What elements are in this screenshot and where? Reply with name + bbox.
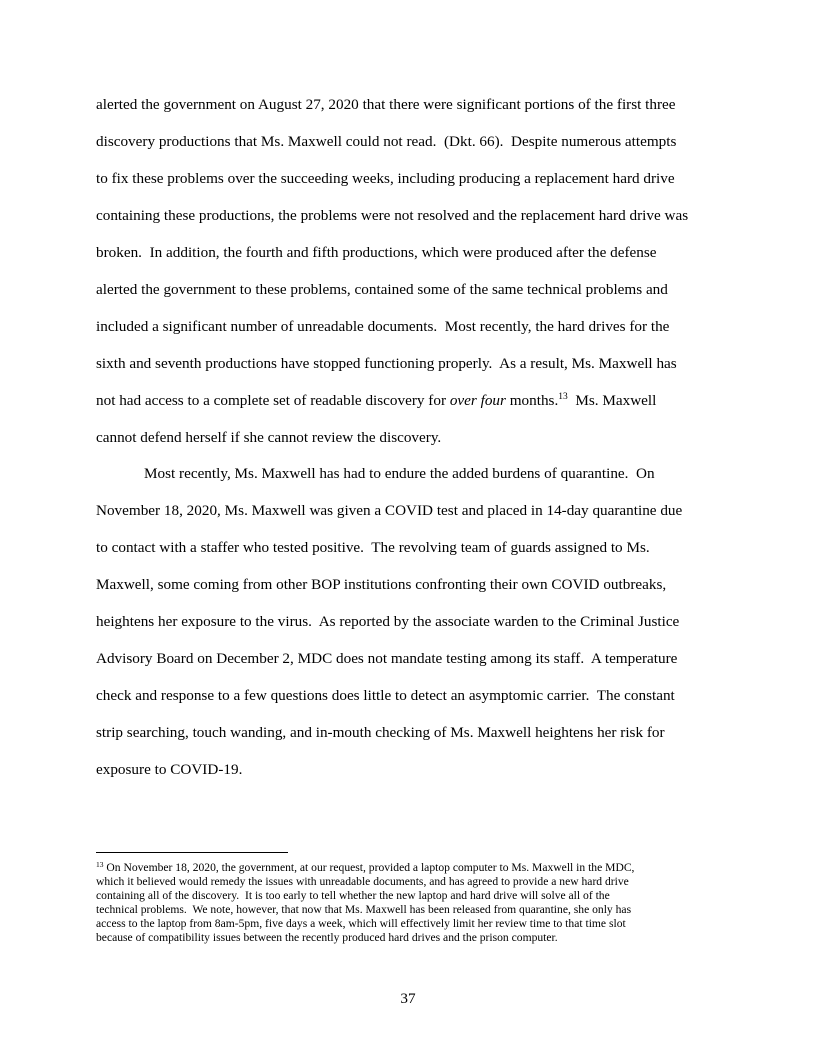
footnote-first-line-text: On November 18, 2020, the government, at our request, provided a laptop computer to Ms. Maxwell in the MDC,: [103, 861, 635, 874]
page-number: 37: [400, 990, 416, 1007]
line9-before: not had access to a complete set of readable discovery for: [96, 392, 450, 409]
paragraph2-line-2: November 18, 2020, Ms. Maxwell was given a COVID test and placed in 14-day quarantine due: [96, 502, 683, 519]
body-line-8: sixth and seventh productions have stopped functioning properly. As a result, Ms. Maxwell has: [96, 355, 677, 372]
paragraph2-line-8: strip searching, touch wanding, and in-mouth checking of Ms. Maxwell heightens her risk for: [96, 724, 665, 741]
paragraph2-line-5: heightens her exposure to the virus. As reported by the associate warden to the Criminal Justice: [96, 613, 680, 630]
body-line-10: cannot defend herself if she cannot review the discovery.: [96, 429, 442, 446]
body-line-5: broken. In addition, the fourth and fifth productions, which were produced after the defense: [96, 244, 657, 261]
footnote-reference-13[interactable]: 13: [558, 392, 568, 402]
paragraph2-line-4: Maxwell, some coming from other BOP institutions confronting their own COVID outbreaks,: [96, 576, 667, 593]
body-line-7: included a significant number of unreadable documents. Most recently, the hard drives for the: [96, 318, 670, 335]
paragraph2-line-9: exposure to COVID-19.: [96, 761, 243, 778]
body-line-6: alerted the government to these problems, contained some of the same technical problems and: [96, 281, 668, 298]
paragraph2-line-6: Advisory Board on December 2, MDC does not mandate testing among its staff. A temperature: [96, 650, 678, 667]
emphasis-over-four: over four: [449, 392, 506, 409]
line9-after: months.: [505, 392, 559, 409]
paragraph2-line-7: check and response to a few questions does little to detect an asymptomic carrier. The constant: [96, 687, 675, 704]
line9-tail: Ms. Maxwell: [567, 392, 657, 409]
body-line-1: alerted the government on August 27, 2020 that there were significant portions of the first three: [96, 96, 676, 113]
footnote-line-1: [96, 861, 634, 876]
body-line-4: containing these productions, the problems were not resolved and the replacement hard drive was: [96, 207, 689, 224]
footnote-divider: [96, 852, 288, 853]
paragraph2-line-3: to contact with a staffer who tested positive. The revolving team of guards assigned to Ms.: [96, 539, 650, 556]
footnote-line-4: technical problems. We note, however, that now that Ms. Maxwell has been released from quarantine, she only has: [96, 903, 632, 916]
footnote-line-2: which it believed would remedy the issues with unreadable documents, and has agreed to provide a new hard drive: [96, 875, 629, 888]
footnote-number: 13: [96, 860, 104, 869]
footnote-line-5: access to the laptop from 8am-5pm, five days a week, which will effectively limit her review time to that time slot: [96, 917, 626, 930]
footnote-line-6: because of compatibility issues between the recently produced hard drives and the prison computer.: [96, 931, 558, 944]
body-line-9: [96, 392, 656, 412]
body-line-3: to fix these problems over the succeeding weeks, including producing a replacement hard drive: [96, 170, 675, 187]
footnote-line-3: containing all of the discovery. It is too early to tell whether the new laptop and hard drive will solve all of the: [96, 889, 610, 902]
body-line-2: discovery productions that Ms. Maxwell could not read. (Dkt. 66). Despite numerous attempts: [96, 133, 677, 150]
paragraph2-line-1: Most recently, Ms. Maxwell has had to endure the added burdens of quarantine. On: [144, 465, 655, 482]
